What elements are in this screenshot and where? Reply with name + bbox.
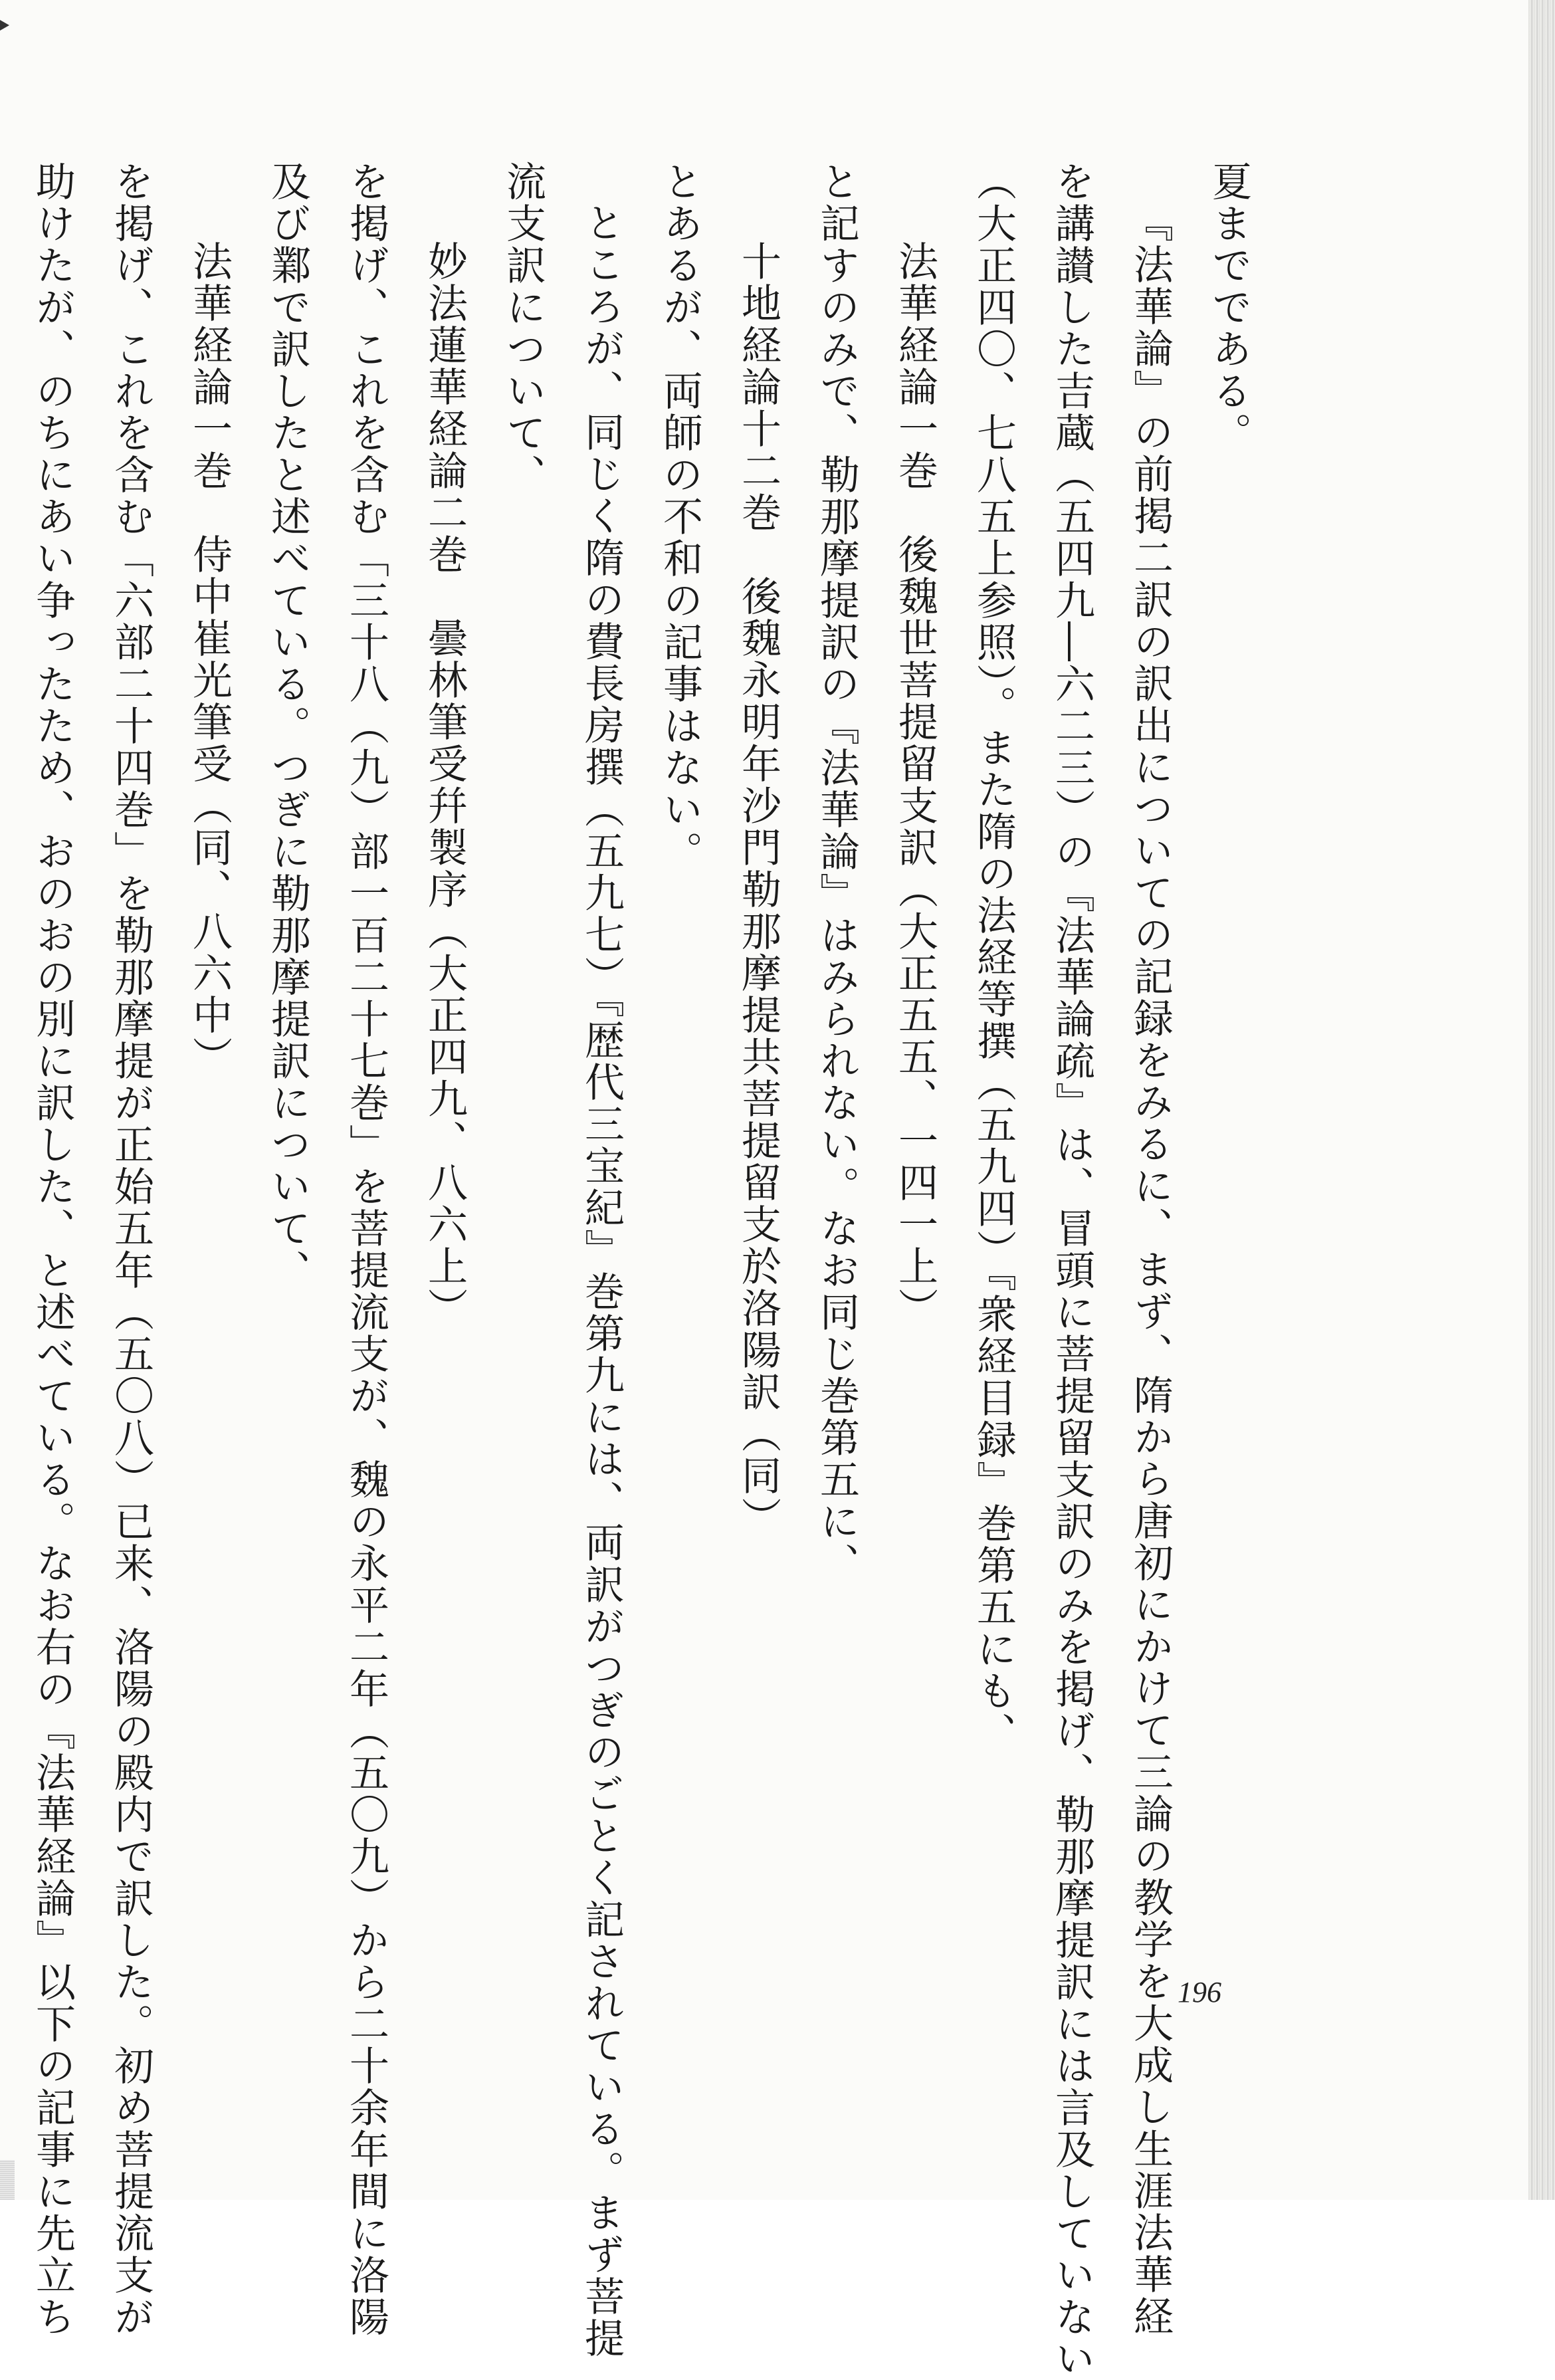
quoted-entry: 妙法蓮華経論二巻 曇林筆受幷製序（大正四九、八六上） — [421, 241, 468, 1329]
text-line: ところが、同じく隋の費長房撰（五九七）『歴代三宝紀』巻第九には、両訳がつぎのごとく記されている。まず菩提 — [578, 202, 625, 2359]
scan-corner-mark — [0, 20, 9, 31]
text-line — [0, 161, 13, 1876]
text-line: 『法華論』の前掲二訳の訳出についての記録をみるに、まず、隋から唐初にかけて三論の教学を大成し生涯法華経 — [1127, 202, 1174, 2337]
text-line: 夏までである。 — [1205, 161, 1252, 454]
text-line: 助けたが、のちにあい争ったため、おのおの別に訳した、と述べている。なお右の『法華経論』以下の記事に先立ち — [29, 161, 76, 2338]
scan-edge-right — [1528, 0, 1555, 2200]
text-line: 及び鄴で訳したと述べている。つぎに勒那摩提訳について、 — [264, 161, 311, 1291]
text-line: とあるが、両師の不和の記事はない。 — [657, 161, 703, 873]
text-line: を掲げ、これを含む「三十八（九）部一百二十七巻」を菩提流支が、魏の永平二年（五〇九）から二十余年間に洛陽 — [343, 161, 389, 2338]
text-line: と記すのみで、勒那摩提訳の『法華論』はみられない。なお同じ巻第五に、 — [813, 161, 860, 1584]
text-line: 流支訳について、 — [500, 161, 546, 496]
quoted-entry: 法華経論一巻 後魏世菩提留支訳（大正五五、一四一上） — [892, 241, 938, 1329]
quoted-entry: 十地経論十二巻 後魏永明年沙門勒那摩提共菩提留支於洛陽訳（同） — [735, 241, 781, 1539]
scan-edge-bottom-left — [0, 2160, 15, 2200]
text-line: を講讃した吉蔵（五四九―六二三）の『法華論疏』は、冒頭に菩提留支訳のみを掲げ、勒那摩提訳には言及していない — [1049, 161, 1095, 2380]
text-line: （大正四〇、七八五上参照）。また隋の法経等撰（五九四）『衆経目録』巻第五にも、 — [970, 161, 1017, 1754]
text-line: を掲げ、これを含む「六部二十四巻」を勒那摩提が正始五年（五〇八）已来、洛陽の殿内で訳した。初め菩提流支が — [108, 161, 154, 2338]
quoted-entry: 法華経論一巻 侍中崔光筆受（同、八六中） — [186, 241, 233, 1078]
page-number: 196 — [1178, 1976, 1221, 2008]
